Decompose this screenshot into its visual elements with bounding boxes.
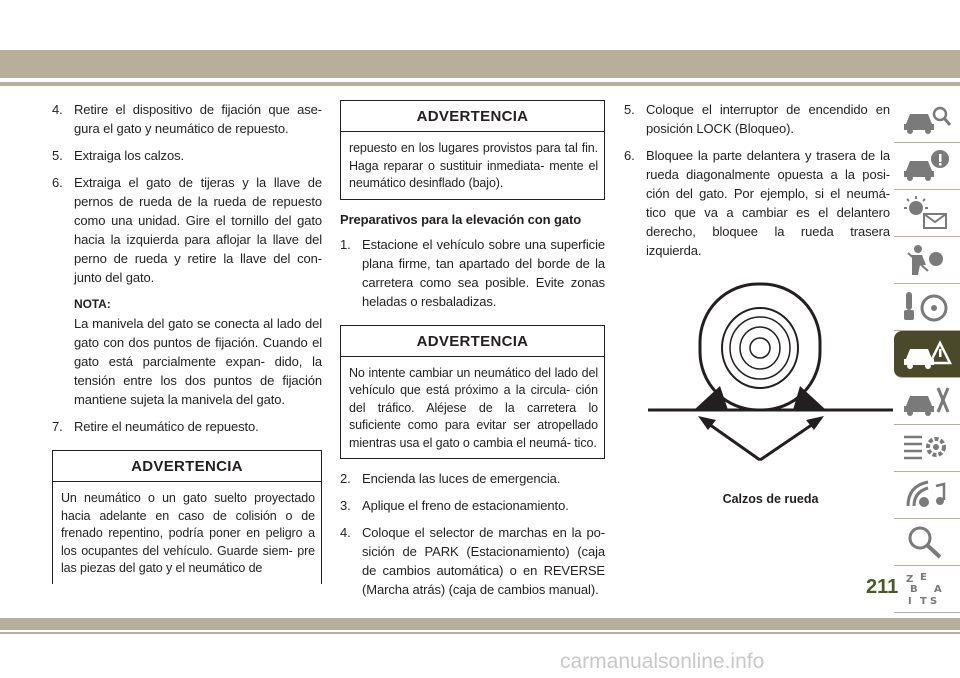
tab-emergency[interactable]	[894, 331, 960, 378]
specs-gear-icon	[900, 429, 952, 467]
car-emergency-icon	[900, 335, 952, 373]
tab-car-search[interactable]	[894, 96, 960, 143]
airbag-icon	[900, 241, 952, 279]
step-text: Coloque el selector de marchas en la po- sición de PARK (Estacionamiento) (caja de cambios automática) o en REVERSE (Marcha atrás) (caja de cambios manual).	[362, 525, 605, 597]
watermark: carmanualsonline.info	[560, 650, 765, 673]
step-6-bloquee-rueda	[624, 146, 890, 260]
step-5-interruptor	[624, 100, 890, 138]
step-4-selector-marchas	[340, 523, 605, 599]
step-text: Extraiga el gato de tijeras y la llave de pernos de rueda de la rueda de repuesto como una unidad. Gire el tornillo del gato hacia la izquierda para aflojar la llave del perno de rueda y retire la llave del con- junto del gato.	[74, 175, 322, 285]
step-text: Aplique el freno de estacionamiento.	[362, 498, 569, 513]
svg-text:B: B	[910, 584, 918, 595]
svg-text:E: E	[920, 572, 927, 583]
car-tools-icon	[900, 382, 952, 420]
step-text: Coloque el interruptor de encendido en posición LOCK (Bloqueo).	[646, 102, 890, 136]
step-number: 5.	[52, 148, 63, 163]
step-text: Retire el dispositivo de fijación que ase- gura el gato y neumático de repuesto.	[74, 102, 322, 136]
page-number: 211	[866, 576, 899, 598]
note-title: NOTA:	[74, 297, 111, 311]
step-number: 1.	[340, 236, 351, 252]
tab-index[interactable]	[894, 566, 960, 613]
step-text: Bloquee la parte delantera y trasera de la rueda diagonalmente opuesta a la posi- ción del gato. Por ejemplo, si el neumá- tico que va a cambiar es el delantero derecho, bloquee la rueda trasera izquierda.	[646, 148, 890, 258]
step-7-retire-neumatico	[52, 417, 322, 436]
svg-text:S: S	[930, 596, 938, 607]
step-number: 2.	[340, 471, 351, 486]
figure-caption: Calzos de rueda	[722, 492, 819, 506]
step-number: 7.	[52, 419, 63, 434]
warning-title: ADVERTENCIA	[341, 326, 604, 357]
step-text: Estacione el vehículo sobre una superficie plana firme, tan apartado del borde de la carretera como sea posible. Evite zonas heladas o resbaladizas.	[362, 236, 605, 309]
warning-text: No intente cambiar un neumático del lado del vehículo que está próximo a la circula- ción del tráfico. Aléjese de la carretera lo suficiente como para evitar ser atropellado mientras usa el gato o cambia el neumá- tico.	[349, 365, 598, 450]
svg-text:Z: Z	[906, 574, 914, 585]
warning-title: ADVERTENCIA	[341, 101, 604, 132]
step-number: 3.	[340, 498, 351, 513]
warning-lights-icon	[900, 194, 952, 232]
warning-box-2	[340, 325, 605, 460]
step-2-luces-emergencia	[340, 469, 605, 488]
header-rule	[0, 82, 960, 86]
tab-specs[interactable]	[894, 425, 960, 472]
note-text: La manivela del gato se conecta al lado del gato con dos puntos de fijación. Cuando el gato está parcialmente expan- dido, la tensión entre los dos puntos de fijación mantiene sujeta la manivela del gato.	[74, 316, 322, 407]
step-number: 4.	[340, 525, 351, 540]
steering-wheel-icon	[900, 288, 952, 326]
step-6-extraiga-gato	[52, 173, 322, 287]
header-band	[0, 50, 960, 78]
column-left	[52, 100, 322, 594]
step-text: Retire el neumático de repuesto.	[74, 419, 259, 434]
tab-multimedia[interactable]	[894, 472, 960, 519]
note-block	[74, 295, 322, 409]
footer-rule	[0, 632, 960, 634]
step-3-freno	[340, 496, 605, 515]
car-search-icon	[900, 100, 952, 138]
warning-box-continued	[340, 100, 605, 200]
tab-warning-lights[interactable]	[894, 190, 960, 237]
warning-title: ADVERTENCIA	[53, 451, 321, 482]
index-alphabet-icon	[900, 570, 952, 608]
section-heading: Preparativos para la elevación con gato	[340, 211, 582, 227]
tab-car-tools[interactable]	[894, 378, 960, 425]
svg-text:T: T	[920, 596, 927, 607]
step-number: 5.	[624, 102, 635, 117]
step-number: 4.	[52, 102, 63, 117]
column-middle	[340, 100, 605, 607]
tab-search[interactable]	[894, 519, 960, 566]
step-5-extraiga-calzos	[52, 146, 322, 165]
svg-text:I: I	[908, 596, 912, 607]
warning-text: repuesto en los lugares provistos para tal fin. Haga reparar o sustituir inmediata- mente el neumático desinflado (bajo).	[349, 141, 598, 190]
tab-car-info[interactable]	[894, 143, 960, 190]
step-4-retire-dispositivo	[52, 100, 322, 138]
column-right	[624, 100, 890, 268]
arrow-right-icon	[760, 416, 824, 460]
svg-text:A: A	[934, 584, 942, 595]
step-number: 6.	[52, 175, 63, 190]
warning-box-1	[52, 450, 322, 584]
footer-band	[0, 618, 960, 630]
car-info-icon	[900, 147, 952, 185]
arrow-left-icon	[698, 416, 760, 460]
step-1-estacione	[340, 235, 605, 311]
tab-steering[interactable]	[894, 284, 960, 331]
wheel-chocks-figure	[648, 278, 893, 478]
step-text: Extraiga los calzos.	[74, 148, 184, 163]
warning-text: Un neumático o un gato suelto proyectado hacia adelante en caso de colisión o de frenado repentino, podría poner en peligro a los ocupantes del vehículo. Guarde siem- pre las piezas del gato y el neumático de	[61, 491, 315, 575]
search-icon	[900, 523, 952, 561]
top-margin	[0, 0, 960, 50]
step-text: Encienda las luces de emergencia.	[362, 471, 561, 486]
step-number: 6.	[624, 148, 635, 163]
multimedia-icon	[900, 476, 952, 514]
tab-airbag[interactable]	[894, 237, 960, 284]
